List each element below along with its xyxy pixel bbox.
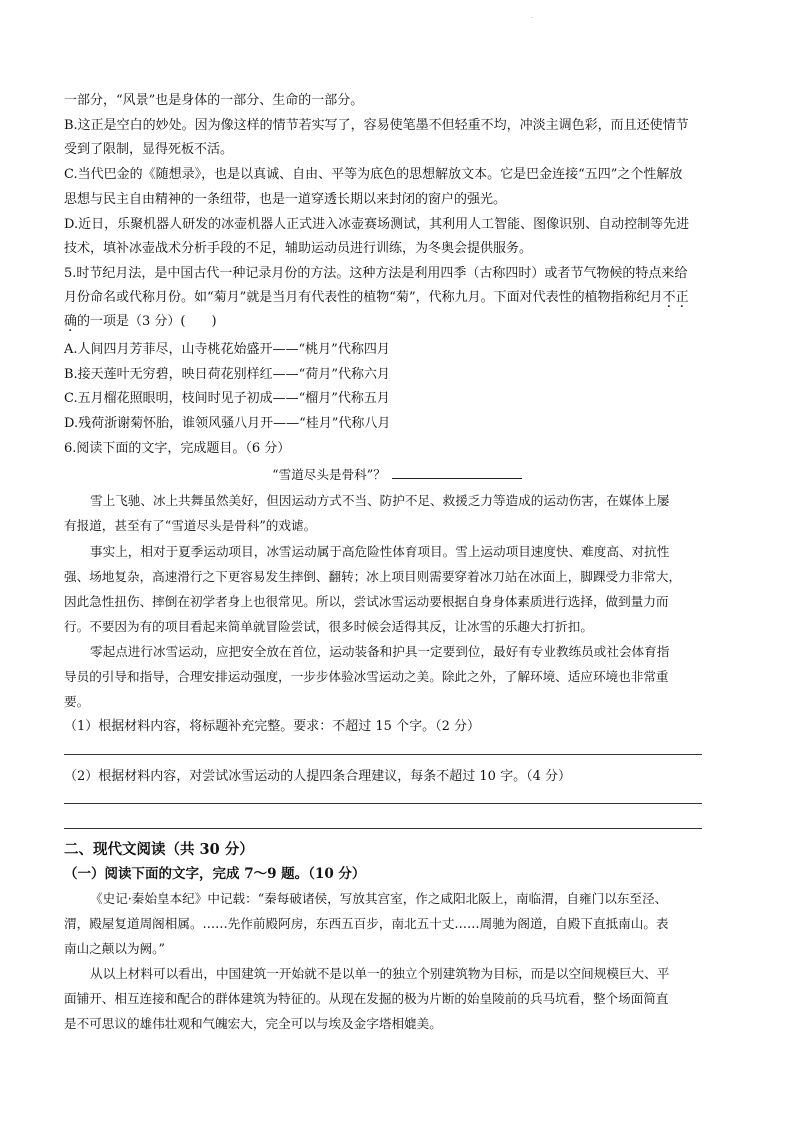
emphasis-char: 不 xyxy=(662,290,676,305)
q6-paragraph: 导员的引导和指导，合理安排运动强度，一步步体验冰雪运动之美。除此之外，了解环境、适应环境也非常重 xyxy=(64,669,669,684)
q6-title xyxy=(0,466,794,484)
q6-paragraph: 有报道，甚至有了“雪道尽头是骨科”的戏谑。 xyxy=(64,518,317,533)
q5-option-b: B.接天莲叶无穷碧，映日荷花别样红——“荷月”代称六月 xyxy=(64,367,390,382)
option-d-line: D.近日，乐聚机器人研发的冰壶机器人正式进入冰壶赛场测试，其利用人工智能、图像识别、自动控制等先进 xyxy=(64,217,690,232)
q6-paragraph: 零起点进行冰雪运动，应把安全放在首位，运动装备和护具一定要到位，最好有专业教练员或社会体育指 xyxy=(90,644,670,659)
reading-paragraph: 是不可思议的雄伟壮观和气魄宏大，完全可以与埃及金字塔相媲美。 xyxy=(64,1016,442,1031)
q6-subquestion-1: （1）根据材料内容，将标题补充完整。要求：不超过 15 个字。（2 分） xyxy=(64,719,480,734)
answer-line[interactable] xyxy=(64,754,702,755)
q6-paragraph: 雪上飞驰、冰上共舞虽然美好，但因运动方式不当、防护不足、救援乏力等造成的运动伤害，在媒体上屡 xyxy=(90,493,670,508)
answer-line[interactable] xyxy=(64,828,702,829)
reading-paragraph: 《史记·秦始皇本纪》中记载：“秦每破诸侯，写放其宫室，作之咸阳北阪上，南临渭，自雍门以东至泾、 xyxy=(90,891,668,906)
q6-paragraph: 行。不要因为有的项目看起来简单就冒险尝试，很多时候会适得其反，让冰雪的乐趣大打折扣。 xyxy=(64,619,593,634)
answer-line[interactable] xyxy=(64,803,702,804)
q6-paragraph: 事实上，相对于夏季运动项目，冰雪运动属于高危险性体育项目。雪上运动项目速度快、难度高、对抗性 xyxy=(90,544,670,559)
q5-stem-text: 的一项是（3 分）( ) xyxy=(77,314,217,329)
q6-paragraph: 强、场地复杂，高速滑行之下更容易发生摔倒、翻转；冰上项目则需要穿着冰刀站在冰面上，脚踝受力非常大， xyxy=(64,569,682,584)
corner-mark: · xyxy=(531,14,534,22)
subsection-heading: （一）阅读下面的文字，完成 7～9 题。（10 分） xyxy=(64,866,366,882)
option-c-line: 思想与民主自由精神的一条纽带，也是一道穿透长期以来封闭的窗户的强光。 xyxy=(64,192,507,207)
q5-option-d: D.残荷浙谢菊怀胎，谁领风骚八月开——“桂月”代称八月 xyxy=(64,416,391,431)
q5-stem xyxy=(64,313,744,331)
option-b-line: 受到了限制，显得死板不活。 xyxy=(64,142,234,157)
q5-stem-text: 月份命名或代称月份。如“菊月”就是当月有代表性的植物“菊”，代称九月。下面对代表性的植物指称纪月 xyxy=(64,290,663,305)
emphasis-char: 正 xyxy=(675,290,689,305)
q6-intro: 6.阅读下面的文字，完成题目。（6 分） xyxy=(64,441,291,456)
reading-paragraph: 渭，殿屋复道周阁相属。……先作前殿阿房，东西五百步，南北五十丈……周驰为阁道，自殿下直抵南山。表 xyxy=(64,916,669,931)
q5-option-c: C.五月榴花照眼明，枝间时见子初成——“榴月”代称五月 xyxy=(64,391,390,406)
q5-stem xyxy=(64,289,744,307)
reading-paragraph: 面铺开、相互连接和配合的群体建筑为特征的。从现在发掘的极为片断的始皇陵前的兵马坑看，整个场面简直 xyxy=(64,991,669,1006)
option-c-line: C.当代巴金的《随想录》，也是以真诚、自由、平等为底色的思想解放文本。它是巴金连接“五四”之个性解放 xyxy=(64,167,683,182)
q6-paragraph: 要。 xyxy=(64,694,90,709)
q5-option-a: A.人间四月芳菲尽，山寺桃花始盛开——“桃月”代称四月 xyxy=(64,342,390,357)
passage-line: 一部分，“风景”也是身体的一部分、生命的一部分。 xyxy=(64,93,364,108)
reading-paragraph: 南山之颠以为阙。” xyxy=(64,941,165,956)
q6-subquestion-2: （2）根据材料内容，对尝试冰雪运动的人提四条合理建议，每条不超过 10 字。（4 分） xyxy=(64,769,571,784)
emphasis-char: 确 xyxy=(64,314,78,329)
option-b-line: B.这正是空白的妙处。因为像这样的情节若实写了，容易使笔墨不但轻重不均，冲淡主调色彩，而且还使情节 xyxy=(64,118,689,133)
q6-title-text: “雪道尽头是骨科”？ xyxy=(272,467,386,482)
section-heading: 二、现代文阅读（共 30 分） xyxy=(64,841,254,858)
title-blank xyxy=(392,466,522,479)
option-d-line: 技术，填补冰壶战术分析手段的不足，辅助运动员进行训练，为冬奥会提供服务。 xyxy=(64,241,533,256)
q5-stem: 5.时节纪月法，是中国古代一种记录月份的方法。这种方法是利用四季（古称四时）或者节气物候的特点来给 xyxy=(64,266,688,281)
reading-paragraph: 从以上材料可以看出，中国建筑一开始就不是以单一的独立个别建筑物为目标，而是以空间规模巨大、平 xyxy=(90,966,670,981)
q6-paragraph: 因此急性扭伤、摔倒在初学者身上也很常见。所以，尝试冰雪运动要根据自身身体素质进行选择，做到量力而 xyxy=(64,594,669,609)
